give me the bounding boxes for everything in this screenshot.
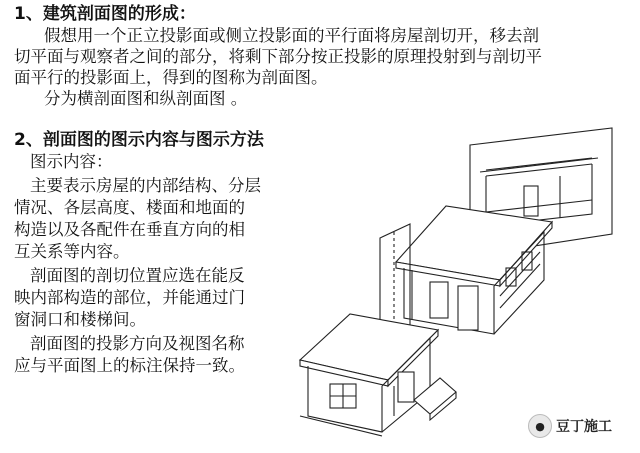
cut-house-upper [396, 206, 552, 334]
watermark [528, 414, 612, 438]
section2-line-6: 映内部构造的部位，并能通过门 [14, 288, 245, 307]
section2-line-8: 剖面图的投影方向及视图名称 [30, 334, 245, 353]
watermark-text: 豆丁施工 [556, 419, 612, 435]
wechat-icon: ● [528, 414, 552, 438]
section1-line-3: 面平行的投影面上，得到的图称为剖面图。 [14, 68, 328, 87]
section2-line-9: 应与平面图上的标注保持一致。 [14, 356, 245, 375]
section2-line-7: 窗洞口和楼梯间。 [14, 310, 146, 329]
section2-line-5: 剖面图的剖切位置应选在能反 [30, 266, 245, 285]
section1-line-1: 假想用一个正立投影面或侧立投影面的平行面将房屋剖切开，移去剖 [44, 26, 539, 45]
section1-line-2: 切平面与观察者之间的部分，将剩下部分按正投影的原理投射到与剖切平 [14, 47, 542, 66]
section2-line-2: 情况、各层高度、楼面和地面的 [14, 198, 245, 217]
section2-line-1: 主要表示房屋的内部结构、分层 [30, 176, 261, 195]
section1-heading: 1、建筑剖面图的形成： [14, 4, 196, 24]
house-lower [300, 314, 456, 436]
section2-line-4: 互关系等内容。 [14, 242, 130, 261]
section2-line-3: 构造以及各配件在垂直方向的相 [14, 220, 245, 239]
section1-line-4: 分为横剖面图和纵剖面图 。 [44, 89, 248, 108]
section2-heading: 2、剖面图的图示内容与图示方法 [14, 130, 264, 150]
section2-subheading: 图示内容： [30, 152, 113, 171]
